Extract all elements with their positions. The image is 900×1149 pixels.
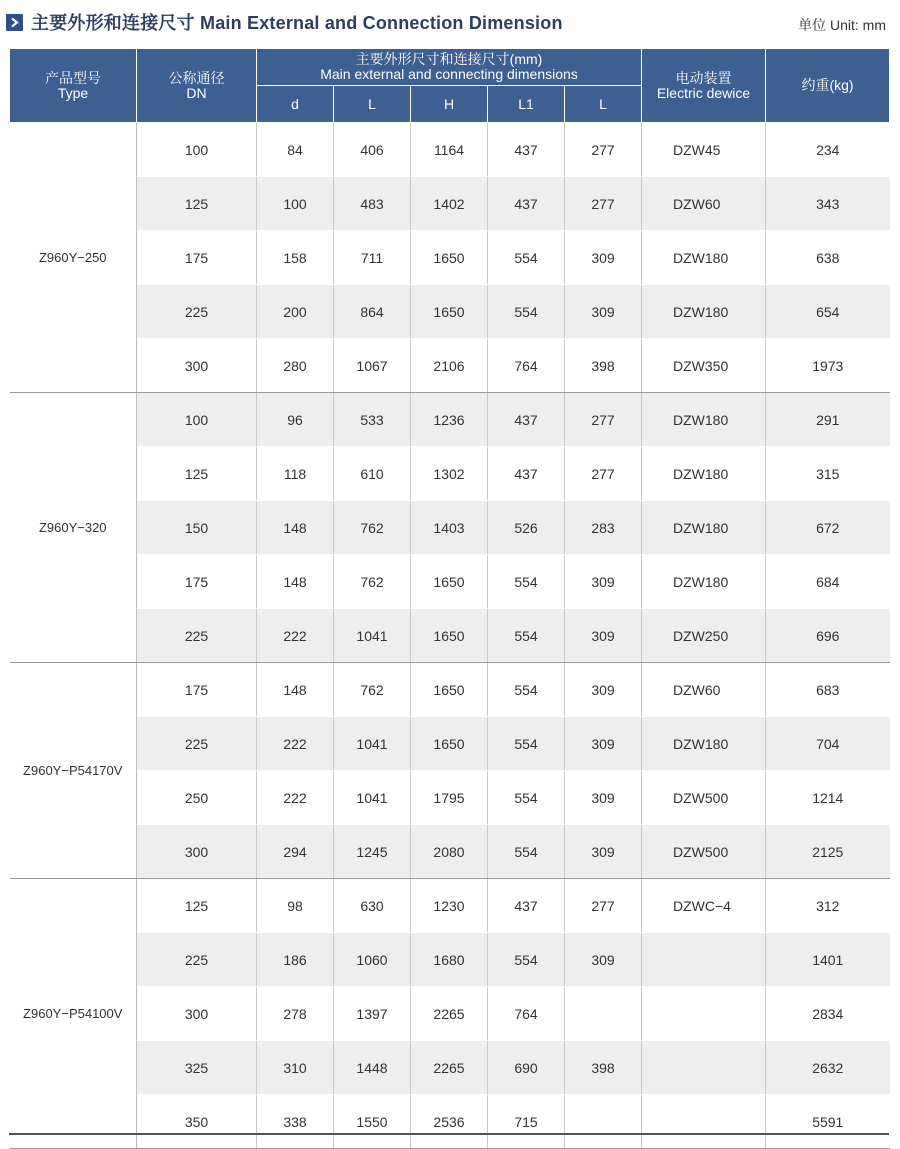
cell-dn: 225 (137, 717, 257, 771)
cell-weight: 684 (766, 555, 890, 609)
cell-d: 148 (257, 501, 334, 555)
table-row (10, 177, 890, 231)
chevron-right-icon (6, 14, 23, 31)
cell-device: DZW180 (642, 447, 766, 501)
type-cell: Z960Y−P54100V (10, 879, 137, 1149)
cell-l: 1067 (334, 339, 411, 393)
cell-l2: 309 (565, 555, 642, 609)
cell-dn: 175 (137, 663, 257, 717)
header-L2: L (565, 86, 642, 123)
cell-device: DZW45 (642, 123, 766, 177)
cell-d: 148 (257, 555, 334, 609)
header-L1: L1 (488, 86, 565, 123)
table-row (10, 447, 890, 501)
cell-d: 148 (257, 663, 334, 717)
cell-d: 84 (257, 123, 334, 177)
cell-dn: 325 (137, 1041, 257, 1095)
cell-h: 2080 (411, 825, 488, 879)
cell-h: 1403 (411, 501, 488, 555)
cell-dn: 300 (137, 987, 257, 1041)
cell-h: 1650 (411, 717, 488, 771)
header-device-cn: 电动装置 (675, 69, 732, 86)
cell-l2: 398 (565, 339, 642, 393)
cell-l1: 437 (488, 393, 565, 447)
cell-l1: 690 (488, 1041, 565, 1095)
cell-h: 1302 (411, 447, 488, 501)
cell-l1: 554 (488, 285, 565, 339)
table-row (10, 933, 890, 987)
table-row (10, 393, 890, 447)
cell-h: 1230 (411, 879, 488, 933)
cell-l2 (565, 987, 642, 1041)
cell-l1: 554 (488, 825, 565, 879)
cell-l: 762 (334, 555, 411, 609)
cell-weight: 312 (766, 879, 890, 933)
table-body (10, 123, 890, 1149)
cell-l: 630 (334, 879, 411, 933)
cell-h: 1650 (411, 555, 488, 609)
cell-device (642, 933, 766, 987)
cell-l: 1550 (334, 1095, 411, 1149)
cell-h: 1680 (411, 933, 488, 987)
cell-h: 1650 (411, 285, 488, 339)
cell-dn: 175 (137, 231, 257, 285)
cell-device: DZW180 (642, 501, 766, 555)
cell-dn: 100 (137, 123, 257, 177)
cell-l2: 309 (565, 825, 642, 879)
page-title: 主要外形和连接尺寸 Main External and Connection Dimension (31, 13, 563, 33)
cell-l2: 277 (565, 123, 642, 177)
cell-device: DZW60 (642, 663, 766, 717)
header-dimensions-cn: 主要外形尺寸和连接尺寸(mm) (355, 51, 543, 67)
cell-l2: 309 (565, 933, 642, 987)
cell-h: 1164 (411, 123, 488, 177)
header-L: L (334, 86, 411, 123)
cell-weight: 638 (766, 231, 890, 285)
cell-l2: 277 (565, 447, 642, 501)
cell-device: DZW180 (642, 231, 766, 285)
cell-l1: 526 (488, 501, 565, 555)
cell-dn: 125 (137, 447, 257, 501)
header-H: H (411, 86, 488, 123)
table-row (10, 825, 890, 879)
cell-d: 222 (257, 717, 334, 771)
cell-dn: 125 (137, 177, 257, 231)
header-type-en: Type (57, 84, 89, 101)
table-row (10, 555, 890, 609)
cell-device (642, 987, 766, 1041)
cell-weight: 315 (766, 447, 890, 501)
header-device (642, 49, 766, 123)
cell-weight: 2834 (766, 987, 890, 1041)
table-row (10, 339, 890, 393)
title-bar (6, 8, 890, 36)
cell-d: 280 (257, 339, 334, 393)
cell-weight: 704 (766, 717, 890, 771)
cell-l2: 309 (565, 231, 642, 285)
cell-d: 310 (257, 1041, 334, 1095)
table-row (10, 879, 890, 933)
cell-dn: 225 (137, 609, 257, 663)
type-cell: Z960Y−250 (10, 123, 137, 393)
type-cell: Z960Y−P54170V (10, 663, 137, 879)
dimension-table (9, 48, 890, 1149)
cell-d: 338 (257, 1095, 334, 1149)
cell-l1: 437 (488, 447, 565, 501)
cell-dn: 300 (137, 825, 257, 879)
cell-dn: 300 (137, 339, 257, 393)
header-dimensions-en: Main external and connecting dimensions (320, 66, 578, 82)
type-cell: Z960Y−320 (10, 393, 137, 663)
cell-l1: 554 (488, 717, 565, 771)
cell-dn: 225 (137, 933, 257, 987)
cell-l1: 554 (488, 555, 565, 609)
cell-weight: 672 (766, 501, 890, 555)
cell-l: 762 (334, 501, 411, 555)
cell-device: DZW500 (642, 825, 766, 879)
cell-device (642, 1041, 766, 1095)
cell-d: 294 (257, 825, 334, 879)
cell-weight: 683 (766, 663, 890, 717)
header-dn-en: DN (186, 84, 207, 101)
cell-d: 98 (257, 879, 334, 933)
cell-l1: 764 (488, 987, 565, 1041)
table-row (10, 771, 890, 825)
cell-l1: 554 (488, 771, 565, 825)
cell-weight: 1401 (766, 933, 890, 987)
cell-l2: 277 (565, 879, 642, 933)
cell-l1: 764 (488, 339, 565, 393)
cell-dn: 250 (137, 771, 257, 825)
cell-h: 1402 (411, 177, 488, 231)
cell-device: DZW180 (642, 555, 766, 609)
cell-weight: 291 (766, 393, 890, 447)
cell-weight: 2632 (766, 1041, 890, 1095)
cell-device: DZW250 (642, 609, 766, 663)
cell-l: 610 (334, 447, 411, 501)
cell-l1: 715 (488, 1095, 565, 1149)
cell-weight: 5591 (766, 1095, 890, 1149)
cell-d: 118 (257, 447, 334, 501)
cell-dn: 175 (137, 555, 257, 609)
cell-device: DZW60 (642, 177, 766, 231)
cell-h: 1236 (411, 393, 488, 447)
cell-device: DZW180 (642, 285, 766, 339)
cell-l1: 554 (488, 663, 565, 717)
cell-d: 222 (257, 609, 334, 663)
header-dn-cn: 公称通径 (168, 69, 225, 86)
cell-l: 711 (334, 231, 411, 285)
cell-l: 1448 (334, 1041, 411, 1095)
bottom-rule (9, 1133, 889, 1135)
cell-l2: 309 (565, 609, 642, 663)
cell-dn: 100 (137, 393, 257, 447)
header-type-cn: 产品型号 (45, 69, 101, 86)
cell-d: 158 (257, 231, 334, 285)
cell-l: 762 (334, 663, 411, 717)
cell-l: 1041 (334, 717, 411, 771)
cell-weight: 1214 (766, 771, 890, 825)
cell-d: 222 (257, 771, 334, 825)
cell-l1: 554 (488, 231, 565, 285)
table-row (10, 123, 890, 177)
cell-l2: 398 (565, 1041, 642, 1095)
cell-d: 278 (257, 987, 334, 1041)
cell-l: 1397 (334, 987, 411, 1041)
cell-l2: 283 (565, 501, 642, 555)
cell-l: 1060 (334, 933, 411, 987)
cell-l2: 309 (565, 771, 642, 825)
cell-device: DZW180 (642, 717, 766, 771)
cell-dn: 350 (137, 1095, 257, 1149)
cell-d: 100 (257, 177, 334, 231)
cell-l2 (565, 1095, 642, 1149)
cell-h: 2265 (411, 1041, 488, 1095)
cell-weight: 1973 (766, 339, 890, 393)
cell-l: 1245 (334, 825, 411, 879)
table-row (10, 663, 890, 717)
cell-weight: 654 (766, 285, 890, 339)
cell-h: 1650 (411, 609, 488, 663)
cell-l2: 309 (565, 663, 642, 717)
table-row (10, 285, 890, 339)
cell-device: DZW180 (642, 393, 766, 447)
cell-l: 1041 (334, 609, 411, 663)
cell-weight: 696 (766, 609, 890, 663)
header-device-en: Electric dewice (656, 84, 751, 101)
cell-h: 2265 (411, 987, 488, 1041)
cell-device (642, 1095, 766, 1149)
table-row (10, 1041, 890, 1095)
cell-device: DZW350 (642, 339, 766, 393)
cell-l2: 309 (565, 285, 642, 339)
cell-d: 96 (257, 393, 334, 447)
table-row (10, 987, 890, 1041)
cell-dn: 125 (137, 879, 257, 933)
cell-h: 1795 (411, 771, 488, 825)
table-row (10, 1095, 890, 1149)
header-d: d (257, 86, 334, 123)
cell-h: 2106 (411, 339, 488, 393)
cell-h: 1650 (411, 663, 488, 717)
cell-l1: 554 (488, 933, 565, 987)
header-type (10, 49, 137, 123)
table-row (10, 231, 890, 285)
cell-l2: 277 (565, 177, 642, 231)
cell-l1: 554 (488, 609, 565, 663)
header-weight: 约重(kg) (766, 49, 890, 123)
cell-h: 1650 (411, 231, 488, 285)
cell-l1: 437 (488, 177, 565, 231)
cell-d: 186 (257, 933, 334, 987)
cell-l: 864 (334, 285, 411, 339)
cell-l2: 309 (565, 717, 642, 771)
cell-device: DZWC−4 (642, 879, 766, 933)
cell-device: DZW500 (642, 771, 766, 825)
header-dimensions (257, 49, 642, 86)
cell-dn: 150 (137, 501, 257, 555)
cell-dn: 225 (137, 285, 257, 339)
cell-l1: 437 (488, 123, 565, 177)
cell-l: 1041 (334, 771, 411, 825)
cell-d: 200 (257, 285, 334, 339)
cell-weight: 234 (766, 123, 890, 177)
cell-weight: 343 (766, 177, 890, 231)
header-dn (137, 49, 257, 123)
cell-weight: 2125 (766, 825, 890, 879)
table-row (10, 501, 890, 555)
cell-l2: 277 (565, 393, 642, 447)
table-row (10, 609, 890, 663)
cell-h: 2536 (411, 1095, 488, 1149)
unit-label: 单位 Unit: mm (798, 17, 886, 33)
table-row (10, 717, 890, 771)
cell-l: 483 (334, 177, 411, 231)
cell-l: 406 (334, 123, 411, 177)
cell-l: 533 (334, 393, 411, 447)
cell-l1: 437 (488, 879, 565, 933)
